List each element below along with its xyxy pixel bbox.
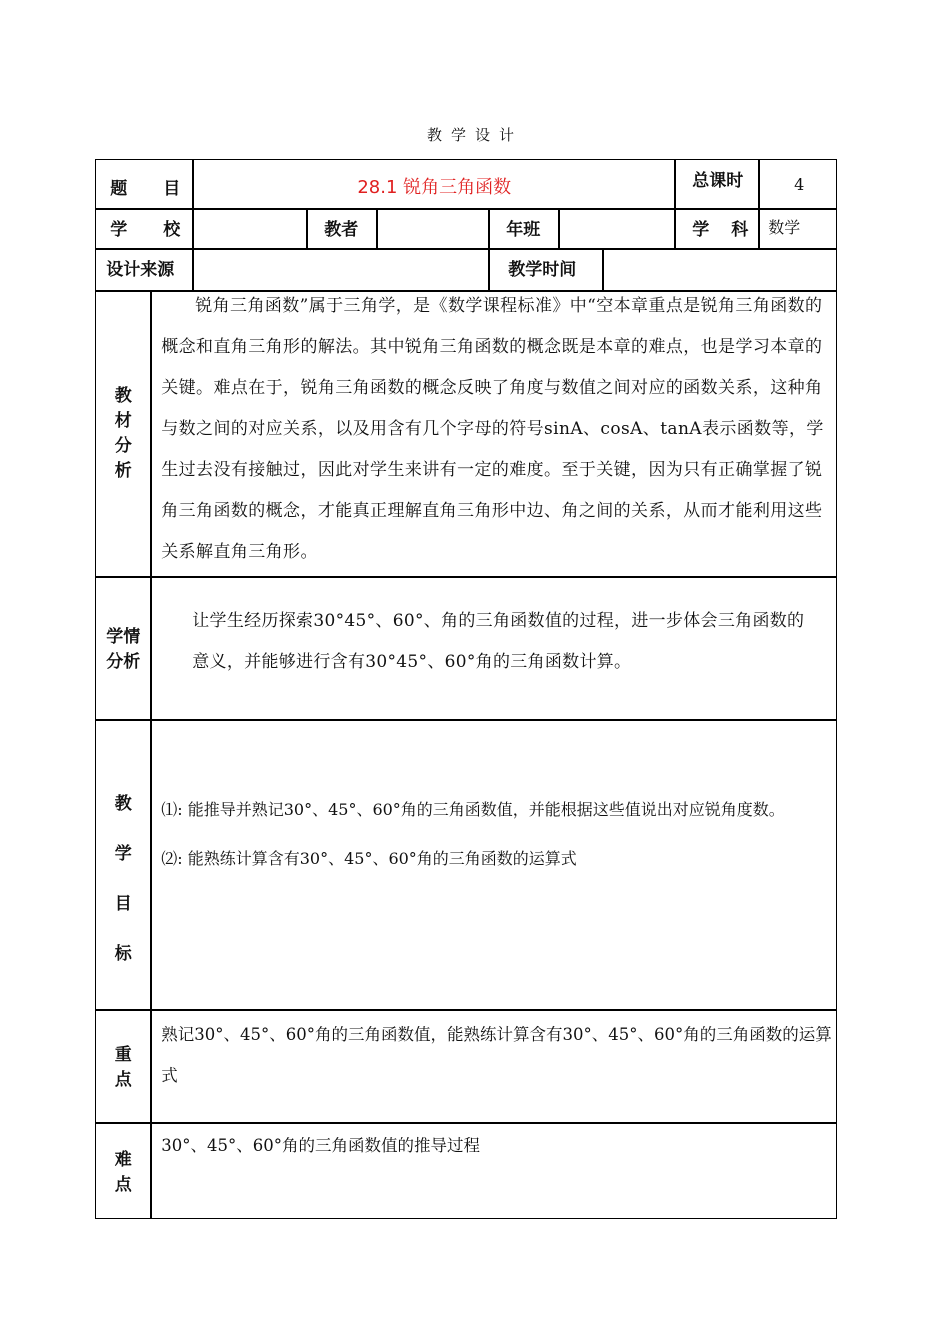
class-label: 年班 [506, 220, 541, 241]
school-label-cell [95, 209, 193, 249]
learner-analysis-cell [151, 577, 837, 720]
total-hours-value-cell [759, 159, 837, 209]
difficulties-text: 30°、45°、60°角的三角函数值的推导过程 [161, 1136, 480, 1156]
learner-analysis-label: 学情分析 [106, 627, 141, 673]
key-points-label: 重点 [114, 1045, 132, 1091]
total-hours-label: 总课时 [692, 171, 744, 192]
topic-value: 28.1 锐角三角函数 [357, 177, 512, 199]
subject-value: 数学 [768, 218, 801, 238]
class-value-cell [559, 209, 675, 249]
teacher-label: 教者 [324, 220, 359, 241]
time-label-cell [489, 249, 603, 291]
textbook-analysis-text: 锐角三角函数”属于三角学，是《数学课程标准》中“空本章重点是锐角三角函数的概念和直角三角形的解法。其中锐角三角函数的概念既是本章的难点，也是学习本章的关键。难点在于，锐角三角函数的概念反映了角度与数值之间对应的函数关系，这种角与数之间的对应关系，以及用含有几个字母的符号sinA、cosA、tanA表示函数等，学生过去没有接触过，因此对学生来讲有一定的难度。至于关键，因为只有正确掌握了锐角三角函数的概念，才能真正理解直角三角形中边、角之间的关系，从而才能利用这些关系解直角三角形。 [161, 296, 824, 563]
objective-item-1: ⑴: 能推导并熟记30°、45°、60°角的三角函数值，并能根据这些值说出对应锐角度数。 [161, 800, 785, 820]
objective-item-2: ⑵: 能熟练计算含有30°、45°、60°角的三角函数的运算式 [161, 849, 577, 869]
key-points-text: 熟记30°、45°、60°角的三角函数值，能熟练计算含有30°、45°、60°角的三角函数的运算式 [161, 1025, 832, 1086]
teacher-label-cell [307, 209, 377, 249]
subject-label-cell [675, 209, 759, 249]
school-label: 学校 [110, 220, 181, 241]
key-points-label-cell [95, 1010, 151, 1123]
topic-value-cell [193, 159, 675, 209]
topic-label-cell [95, 159, 193, 209]
time-value-cell [603, 249, 837, 291]
textbook-analysis-label-cell [95, 291, 151, 577]
learner-analysis-text: 让学生经历探索30°45°、60°、角的三角函数值的过程，进一步体会三角函数的意义，并能够进行含有30°45°、60°角的三角函数计算。 [192, 611, 805, 673]
topic-label: 题目 [110, 179, 181, 200]
subject-label: 学科 [692, 220, 749, 241]
learner-analysis-label-cell [95, 577, 151, 720]
subject-value-cell [759, 209, 837, 249]
objectives-label-cell [95, 720, 151, 1010]
class-label-cell [489, 209, 559, 249]
time-label: 教学时间 [508, 260, 577, 281]
objectives-cell [151, 720, 837, 1010]
source-label: 设计来源 [106, 260, 175, 281]
textbook-analysis-cell [151, 291, 837, 577]
teacher-value-cell [377, 209, 489, 249]
objectives-label: 教学目标 [114, 794, 132, 965]
total-hours-value: 4 [794, 175, 805, 195]
source-value-cell [193, 249, 489, 291]
difficulties-cell [151, 1123, 837, 1219]
total-hours-label-cell [675, 159, 759, 209]
difficulties-label: 难点 [114, 1150, 132, 1196]
source-label-cell [95, 249, 193, 291]
document-title: 教学设计 [426, 126, 523, 144]
difficulties-label-cell [95, 1123, 151, 1219]
school-value-cell [193, 209, 307, 249]
textbook-analysis-label: 教材分析 [114, 386, 132, 482]
key-points-cell [151, 1010, 837, 1123]
